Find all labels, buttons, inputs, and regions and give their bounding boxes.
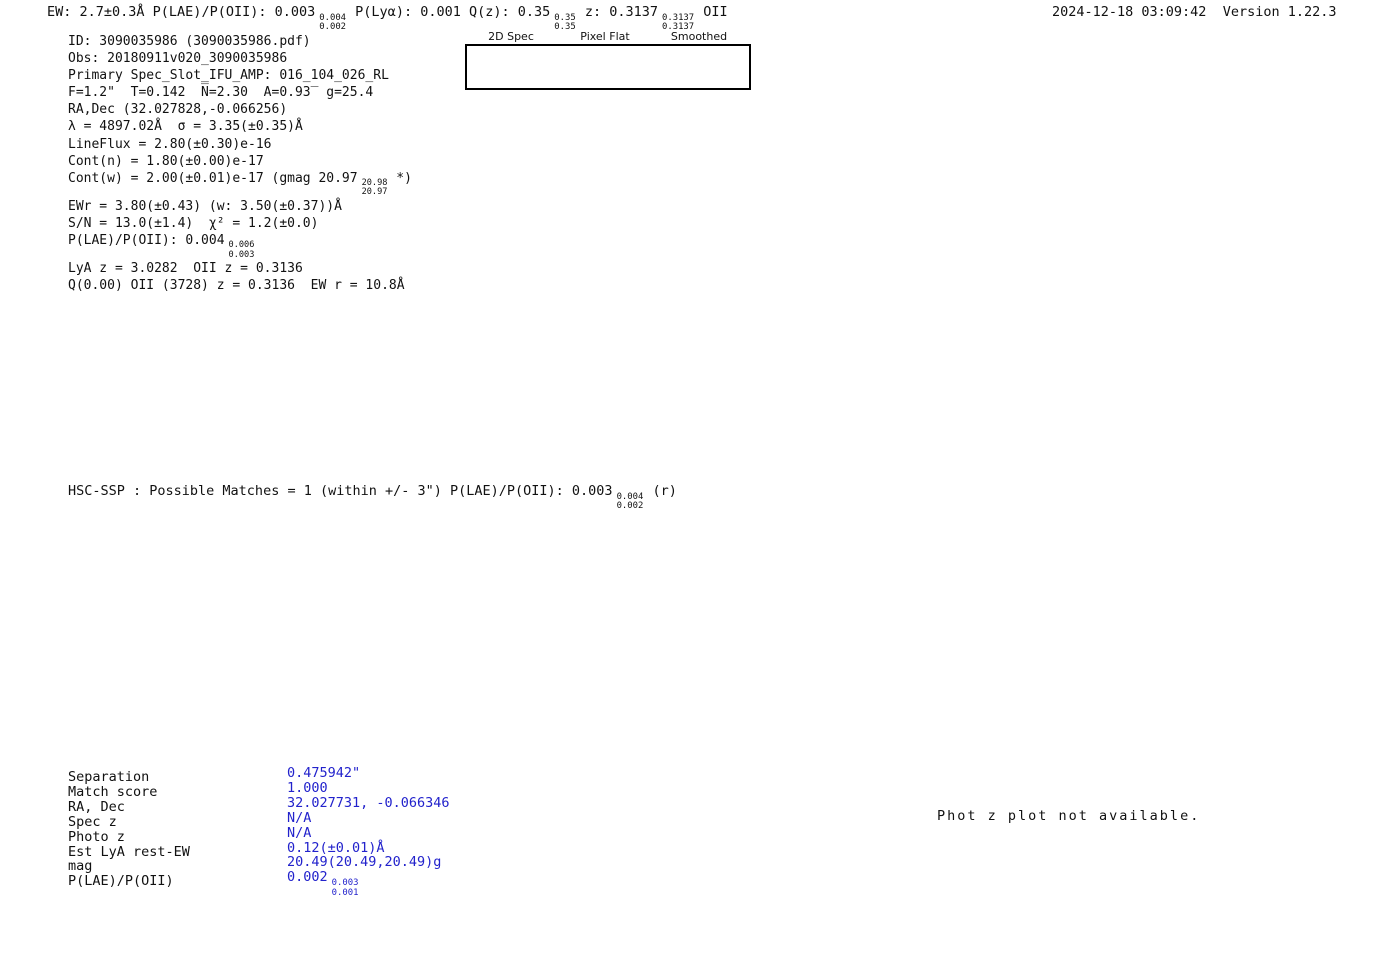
info-line: P(LAE)/P(OII): 0.004 0.006 0.003 [68, 232, 255, 260]
table-row-label: Est LyA rest-EW [68, 843, 190, 860]
table-row [68, 824, 312, 845]
table-row-label: RA, Dec [68, 798, 125, 815]
table-row [68, 854, 442, 875]
info-line: LyA z = 3.0282 OII z = 0.3136 [68, 260, 303, 276]
info-line: RA,Dec (32.027828,-0.066256) [68, 102, 288, 118]
col-header-smoothed: Smoothed [670, 30, 728, 43]
match-table [68, 765, 450, 898]
info-line: EWr = 3.80(±0.43) (w: 3.50(±0.37))Å [68, 198, 342, 214]
info-line: λ = 4897.02Å σ = 3.35(±0.35)Å [68, 119, 303, 135]
info-line: S/N = 13.0(±1.4) χ² = 1.2(±0.0) [68, 215, 319, 231]
table-row-value: 0.12(±0.01)Å [287, 839, 385, 856]
info-line: F=1.2" T=0.142 N̅=2.30 A=0.93̅ g=25.4 [68, 85, 374, 101]
detection-info-block [68, 33, 412, 294]
col-header-2d-spec: 2D Spec [488, 30, 534, 43]
info-line: Cont(n) = 1.80(±0.00)e-17 [68, 153, 264, 169]
table-row-value: 0.475942" [287, 765, 361, 781]
table-row [68, 779, 328, 800]
info-line: Q(0.00) OII (3728) z = 0.3136 EW r = 10.8Å [68, 277, 405, 293]
table-row [68, 765, 361, 785]
table-row-value: 20.49(20.49,20.49)g [287, 854, 442, 871]
timestamp-version [1052, 4, 1337, 20]
timestamp: 2024-12-18 03:09:42 [1052, 4, 1207, 20]
table-row [68, 794, 450, 815]
table-row-label: Match score [68, 783, 158, 800]
hsc-match-line: HSC-SSP : Possible Matches = 1 (within +/- 3") P(LAE)/P(OII): 0.003 0.004 0.002 (r) [68, 483, 677, 512]
table-row [68, 839, 385, 860]
col-header-pixel-flat: Pixel Flat [580, 30, 630, 43]
info-line: Cont(w) = 2.00(±0.01)e-17 (gmag 20.97 20.98 20.97 *) [68, 170, 412, 198]
version-label: Version 1.22.3 [1222, 4, 1337, 20]
table-row-label: Separation [68, 769, 150, 785]
table-row [68, 809, 312, 830]
spec2d-cell-image [467, 46, 559, 88]
weighted-sum-box [465, 44, 751, 90]
table-row-value: 1.000 [287, 779, 328, 796]
info-line: Obs: 20180911v020_3090035986 [68, 51, 288, 67]
table-row-value: 32.027731, -0.066346 [287, 794, 450, 811]
table-row-label: Spec z [68, 813, 117, 830]
info-line: ID: 3090035986 (3090035986.pdf) [68, 34, 311, 49]
photz-notice: Phot z plot not available. [937, 808, 1201, 824]
table-row-label: mag [68, 858, 93, 875]
table-row-label: P(LAE)/P(OII) [68, 873, 174, 890]
table-row-value: 0.002 0.003 0.001 [287, 869, 359, 898]
info-line: LineFlux = 2.80(±0.30)e-16 [68, 136, 272, 152]
table-row-value: N/A [287, 824, 312, 841]
info-line: Primary Spec_Slot_IFU_AMP: 016_104_026_RL [68, 68, 389, 84]
table-row [68, 869, 359, 898]
header-summary-line: EW: 2.7±0.3Å P(LAE)/P(OII): 0.003 0.004 0.002 P(Lyα): 0.001 Q(z): 0.35 0.35 0.35 z: 0.3137 0.3137 0.3137 OII [47, 4, 728, 33]
table-row-label: Photo z [68, 828, 125, 845]
table-row-value: N/A [287, 809, 312, 826]
